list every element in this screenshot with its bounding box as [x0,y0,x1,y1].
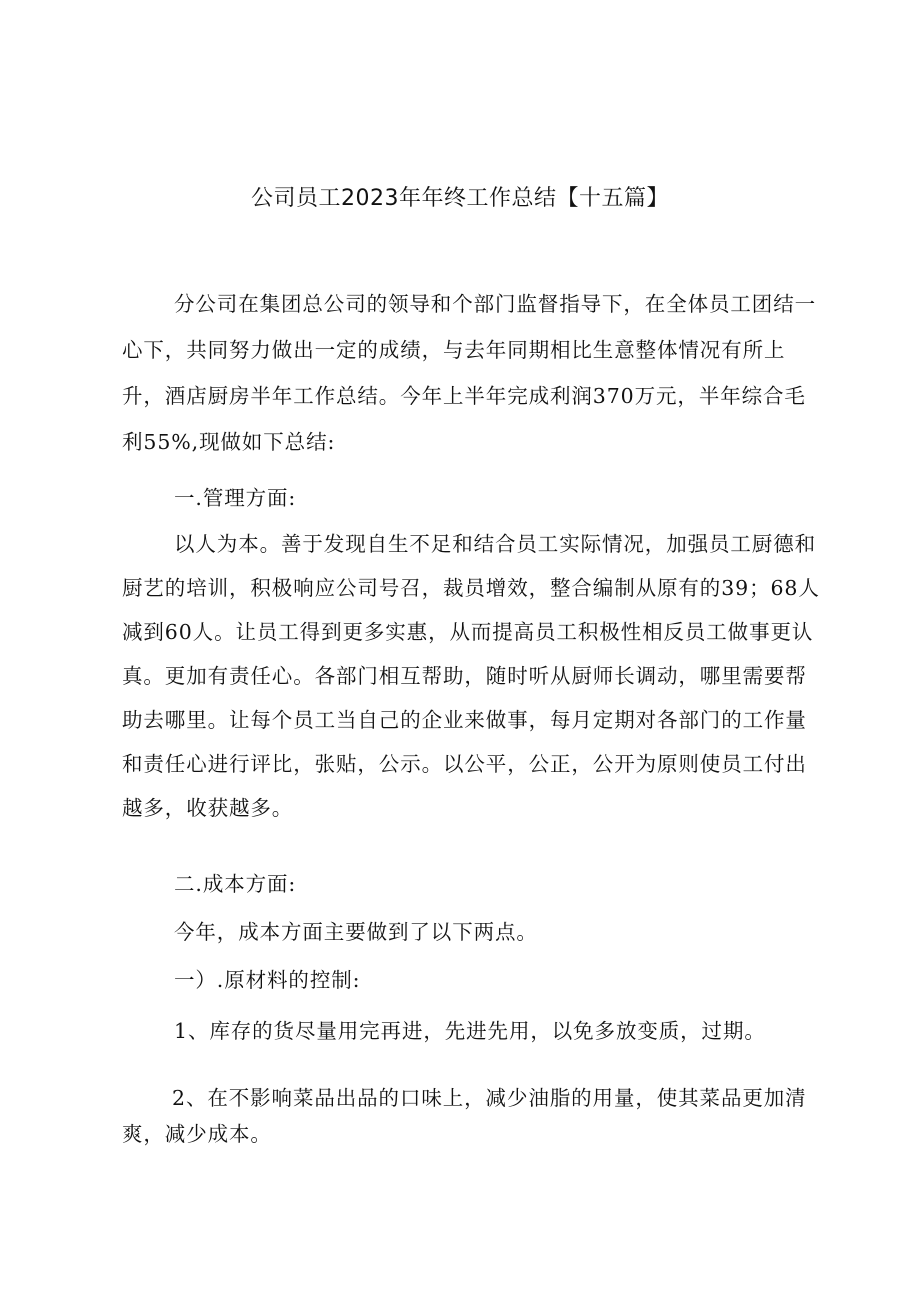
cost-intro-paragraph: 今年，成本方面主要做到了以下两点。 [174,920,538,944]
cost-heading: 二.成本方面: [174,872,297,896]
raw-material-heading: 一）.原材料的控制: [174,968,361,992]
management-heading: 一.管理方面: [174,486,297,510]
list-item: 1、库存的货尽量用完再进，先进先用，以免多放变质，过期。 [174,1019,766,1043]
intro-paragraph: 分公司在集团总公司的领导和个部门监督指导下，在全体员工团结一心下，共同努力做出一定的成绩，与去年同期相比生意整体情况有所上升，酒店厨房半年工作总结。今年上半年完成利润370万元，半年综合毛利55%,现做如下总结: [122,292,816,454]
management-paragraph: 以人为本。善于发现自生不足和结合员工实际情况，加强员工厨德和厨艺的培训，积极响应公司号召，裁员增效，整合编制从原有的39；68人减到60人。让员工得到更多实惠，从而提高员工积极性相反员工做事更认真。更加有责任心。各部门相互帮助，随时听从厨师长调动，哪里需要帮助去哪里。让每个员工当自己的企业来做事，每月定期对各部门的工作量和责任心进行评比，张贴，公示。以公平，公正，公开为原则使员工付出越多，收获越多。 [122,532,820,820]
list-item: 2、在不影响菜品出品的口味上，减少油脂的用量，使其菜品更加清爽，减少成本。 [122,1086,807,1146]
document-title: 公司员工2023年年终工作总结【十五篇】 [251,186,669,211]
